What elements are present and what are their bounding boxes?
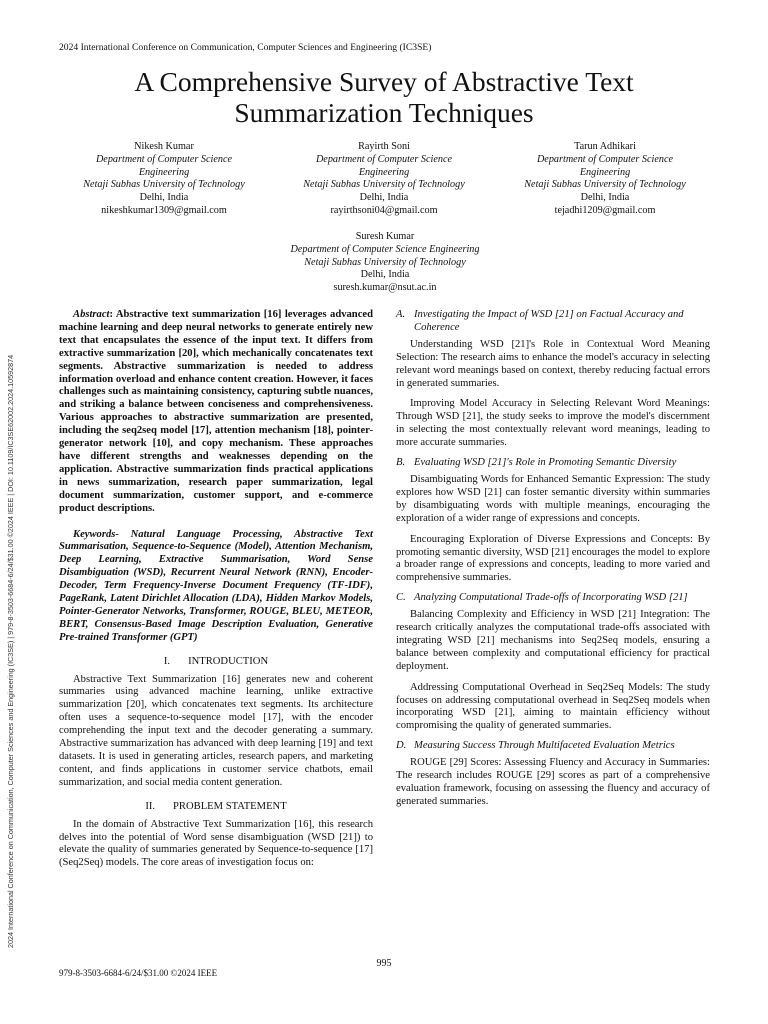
subsection-title: Investigating the Impact of WSD [21] on Factual Accuracy and Coherence [414,309,684,333]
abstract-text: : Abstractive text summarization [16] leverages advanced machine learning and deep neural networks to generate entirely new text that encapsulates the essence of the input text. It differs from extractive summarization [20], which mechanically concatenates text segments. Abstractive summarization is needed to address information overload and enhance content creation. However, it faces challenges such as maintaining consistency, capturing subtle nuances, and striking a balance between conciseness and comprehensiveness. Various approaches to abstractive summarization are presented, including the seq2seq model [17], attention mechanism [18], pointer-generator network [10], and copy mechanism. These approaches have different strengths and weaknesses depending on the application. Abstractive summarization finds practical applications in news summarization, research paper summarization, legal document summarization, customer support, and e-commerce product descriptions. [59,309,373,514]
page-number: 995 [376,958,392,969]
author-university: Netaji Subhas University of Technology [303,179,465,191]
author-city: Delhi, India [580,192,630,204]
author-dept: Department of Computer Science Engineering [290,243,480,255]
author-block-1 [60,141,268,218]
section-title: PROBLEM STATEMENT [173,800,287,812]
author-dept: Department of Computer Science [315,153,453,165]
author-university: Netaji Subhas University of Technology [304,256,466,268]
introduction-paragraph: Abstractive Text Summarization [16] generates new and coherent summaries using advanced machine learning, unlike extractive summarization [20], which concatenates text segments. Its architecture often uses a sequence-to-sequence model [17], with the encoder comprehending the input text and the decoder generating a summary. Abstractive summarization has advanced with deep learning [19] and text datasets. It is used in generating articles, research papers, and marketing content, and finds applications in customer service chatbots, email summarization, and social media content generation. [59,673,373,788]
author-dept-2: Engineering [358,166,410,178]
section-heading-introduction [59,656,373,669]
author-email: suresh.kumar@nsut.ac.in [333,282,437,294]
author-university: Netaji Subhas University of Technology [524,179,686,191]
abstract-label: Abstract [73,309,110,320]
left-column [59,309,373,870]
subsection-heading-a [396,309,710,335]
paragraph: Disambiguating Words for Enhanced Semantic Expression: The study explores how WSD [21] can foster semantic diversity within summaries by disambiguating words with multiple meanings, encouraging the exploration of a wider range of expressions and concepts. [396,473,710,524]
author-dept-2: Engineering [579,166,631,178]
author-city: Delhi, India [359,192,409,204]
subsection-title: Evaluating WSD [21]'s Role in Promoting Semantic Diversity [414,457,677,469]
author-name: Nikesh Kumar [134,141,194,152]
title-line-2: Summarization Techniques [234,97,534,128]
conference-header: 2024 International Conference on Communication, Computer Sciences and Engineering (IC3SE) [59,42,432,53]
section-title: INTRODUCTION [188,655,269,667]
subsection-letter: B. [396,457,406,469]
subsection-heading-d [396,740,710,753]
author-block-4 [230,231,540,295]
paragraph: Balancing Complexity and Efficiency in WSD [21] Integration: The research critically analyzes the computational trade-offs associated with integrating WSD [21] mechanisms into Seq2Seq models, ensuring a balance between complexity and computational efficiency for practical deployment. [396,609,710,672]
section-number: I. [163,655,171,667]
problem-statement-paragraph: In the domain of Abstractive Text Summarization [16], this research delves into the potential of Word sense disambiguation (WSD [21]) to elevate the quality of summaries generated by Sequence-to-sequence [17] (Seq2Seq) models. The core areas of investigation focus on: [59,818,373,869]
author-name: Suresh Kumar [355,231,415,242]
keywords-label: Keywords [73,528,116,540]
author-block-3 [500,141,710,218]
author-city: Delhi, India [360,269,410,281]
author-name: Rayirth Soni [358,141,410,152]
author-dept-2: Engineering [138,166,190,178]
subsection-letter: D. [396,740,407,752]
keywords-text: - Natural Language Processing, Abstractive Text Summarisation, Sequence-to-Sequence (Model), Attention Mechanism, Deep Learning, Extractive Summarisation, Word Sense Disambiguation (WSD), Recurrent Neural Network (RNN), Encoder-Decoder, Term Frequency-Inverse Document Frequency (TF-IDF), PageRank, Latent Dirichlet Allocation (LDA), Hidden Markov Models, Pointer-Generator Networks, Transformer, ROUGE, BLEU, METEOR, BERT, Consensus-Based Image Description Evaluation, Generative Pre-trained Transformer (GPT) [59,528,373,643]
paragraph: Addressing Computational Overhead in Seq2Seq Models: The study focuses on addressing computational overhead in Seq2Seq models when incorporating WSD [21], aiming to maintain efficiency without compromising the quality of generated summaries. [396,681,710,732]
subsection-letter: C. [396,592,406,604]
paragraph: Understanding WSD [21]'s Role in Contextual Word Meaning Selection: The research aims to enhance the model's accuracy in selecting relevant word meanings based on context, thereby reducing factual errors in generated summaries. [396,338,710,389]
author-email: rayirthsoni04@gmail.com [330,204,438,216]
keywords-paragraph [59,529,373,645]
author-dept: Department of Computer Science [536,153,674,165]
author-block-2 [280,141,488,218]
paragraph: Encouraging Exploration of Diverse Expressions and Concepts: By promoting semantic diversity, WSD [21] encourages the model to explore a broader range of expressions and concepts, leading to more varied and comprehensive summaries. [396,533,710,584]
author-university: Netaji Subhas University of Technology [83,179,245,191]
paper-title [40,66,728,128]
paragraph: Improving Model Accuracy in Selecting Relevant Word Meanings: Through WSD [21], the study seeks to improve the model's discernment in selecting the most contextually relevant word meanings, leading to more accurate summaries. [396,398,710,449]
abstract-paragraph [59,309,373,516]
side-citation-text: 2024 International Conference on Communication, Computer Sciences and Engineering (IC3SE) | 979-8-3503-6684-6/24/$31.00 ©2024 IEEE | DOI: 10.1109/IC3SE62002.2024.10592874 [6,354,15,948]
section-heading-problem-statement [59,801,373,814]
author-city: Delhi, India [139,192,189,204]
subsection-title: Analyzing Computational Trade-offs of Incorporating WSD [21] [414,592,688,604]
title-line-1: A Comprehensive Survey of Abstractive Text [134,66,634,97]
section-number: II. [145,800,156,812]
paragraph: ROUGE [29] Scores: Assessing Fluency and Accuracy in Summaries: The research includes ROUGE [29] scores as part of a comprehensive evaluation framework, focusing on assessing the fluency and accuracy of generated summaries. [396,757,710,807]
subsection-heading-c [396,592,710,605]
right-column [396,309,710,809]
author-name: Tarun Adhikari [574,141,636,152]
author-email: tejadhi1209@gmail.com [554,204,656,216]
subsection-title: Measuring Success Through Multifaceted Evaluation Metrics [414,740,675,752]
subsection-letter: A. [396,309,406,320]
subsection-heading-b [396,457,710,470]
author-dept: Department of Computer Science [95,153,233,165]
author-email: nikeshkumar1309@gmail.com [101,204,227,216]
footer-copyright: 979-8-3503-6684-6/24/$31.00 ©2024 IEEE [59,968,218,978]
